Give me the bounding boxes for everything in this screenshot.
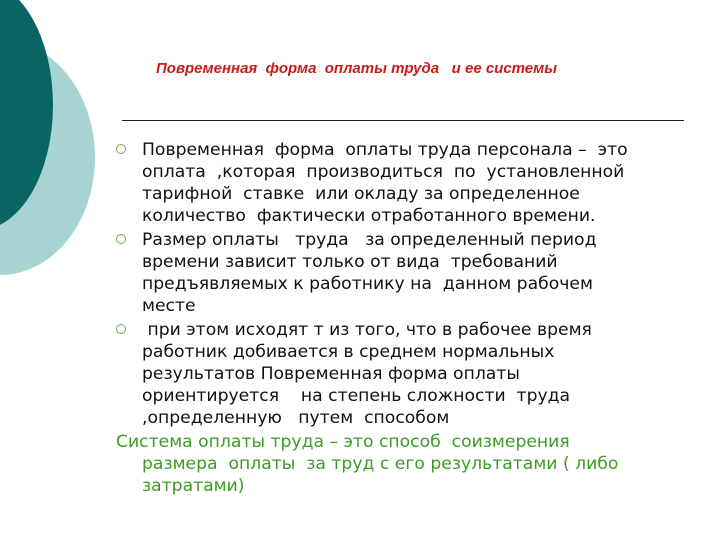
bullet-text-line: количество фактически отработанного времени.: [142, 206, 596, 226]
slide-title: Повременная форма оплаты труда и ее системы: [156, 60, 558, 77]
bullet-text-line: Размер оплаты труда за определенный период: [142, 230, 597, 250]
bullet-text-line: ориентируется на степень сложности труда: [142, 386, 571, 406]
bullet-text-line: оплата ,которая производиться по установленной: [142, 162, 625, 182]
bullet-text-line: при этом исходят т из того, что в рабочее время: [142, 320, 592, 340]
bullet-text-line: времени зависит только от вида требований: [142, 252, 558, 272]
system-text-line: размера оплаты за труд с его результатами ( либо: [142, 454, 619, 474]
circle-bullet-icon: [116, 144, 126, 154]
system-text-line: Система оплаты труда – это способ соизмерения: [116, 432, 570, 452]
bullet-item: [0, 139, 720, 227]
title-divider: [122, 120, 684, 121]
bullet-item: [0, 229, 720, 317]
bullet-list: [0, 139, 720, 499]
bullet-text-line: Повременная форма оплаты труда персонала – это: [142, 140, 628, 160]
system-paragraph: [0, 431, 720, 497]
bullet-item: [0, 319, 720, 429]
circle-bullet-icon: [116, 324, 126, 334]
bullet-text-line: месте: [142, 296, 196, 316]
circle-bullet-icon: [116, 234, 126, 244]
bullet-text-line: предъявляемых к работнику на данном рабочем: [142, 274, 593, 294]
bullet-text-line: ,определенную путем способом: [142, 408, 450, 428]
bullet-text-line: работник добивается в среднем нормальных: [142, 342, 555, 362]
bullet-text-line: тарифной ставке или окладу за определенное: [142, 184, 580, 204]
system-text-line: затратами): [142, 476, 245, 496]
bullet-text-line: результатов Повременная форма оплаты: [142, 364, 520, 384]
